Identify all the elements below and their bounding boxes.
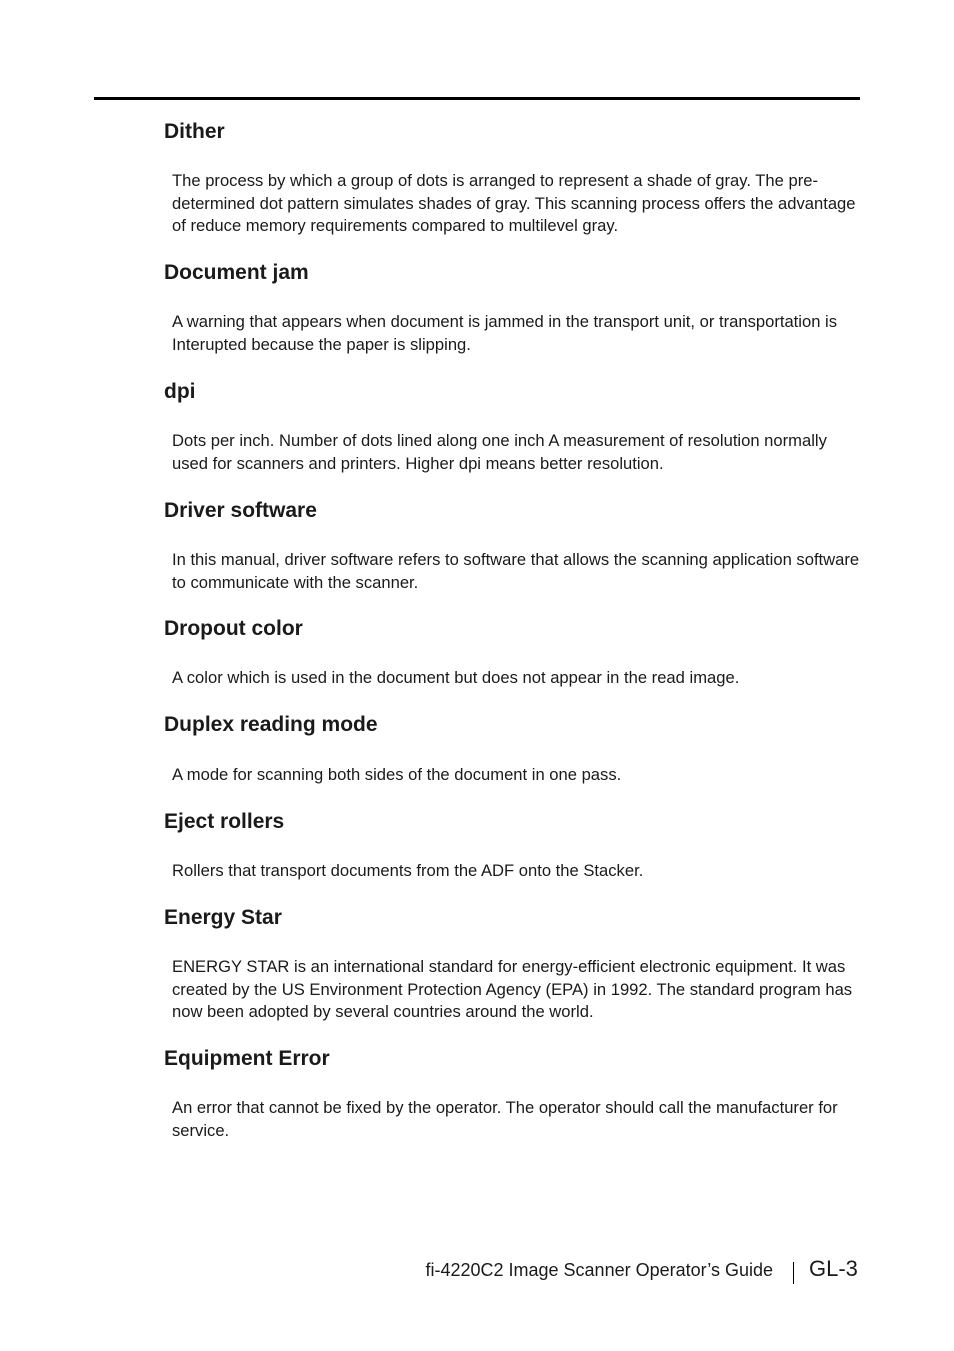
- term-definition: ENERGY STAR is an international standard for energy-efficient electronic equipment. It was created by the US Environment Protection Agency (EPA) in 1992. The standard program has now been adopted by several countries around the world.: [172, 957, 853, 1022]
- term-definition: Rollers that transport documents from the ADF onto the Stacker.: [172, 861, 644, 880]
- term-definition: An error that cannot be fixed by the operator. The operator should call the manufacturer for service.: [172, 1098, 838, 1140]
- term-definition: A color which is used in the document but does not appear in the read image.: [172, 668, 740, 687]
- term-title: Duplex reading mode: [164, 713, 378, 736]
- term-title: Document jam: [164, 261, 309, 284]
- term-definition: In this manual, driver software refers to software that allows the scanning application software to communicate with the scanner.: [172, 550, 860, 592]
- term-definition: A mode for scanning both sides of the document in one pass.: [172, 765, 622, 784]
- term-title: Dropout color: [164, 617, 303, 640]
- term-title: Eject rollers: [164, 810, 285, 833]
- term-definition: The process by which a group of dots is arranged to represent a shade of gray. The pre-determined dot pattern simulates shades of gray. This scanning process offers the advantage of reduce memory requirements compared to multilevel gray.: [172, 171, 856, 236]
- footer-page-number: GL-3: [809, 1256, 858, 1281]
- footer-guide-title: fi-4220C2 Image Scanner Operator’s Guide: [425, 1260, 773, 1280]
- term-title: Energy Star: [164, 906, 282, 929]
- term-definition: A warning that appears when document is jammed in the transport unit, or transportation is Interupted because the paper is slipping.: [172, 312, 838, 354]
- term-title: Driver software: [164, 499, 317, 522]
- footer-divider: [793, 1262, 794, 1284]
- term-definition: Dots per inch. Number of dots lined along one inch A measurement of resolution normally used for scanners and printers. Higher dpi means better resolution.: [172, 431, 827, 473]
- term-title: Dither: [164, 120, 225, 143]
- term-title: Equipment Error: [164, 1047, 330, 1070]
- header-rule: [94, 97, 860, 100]
- term-title: dpi: [164, 380, 196, 403]
